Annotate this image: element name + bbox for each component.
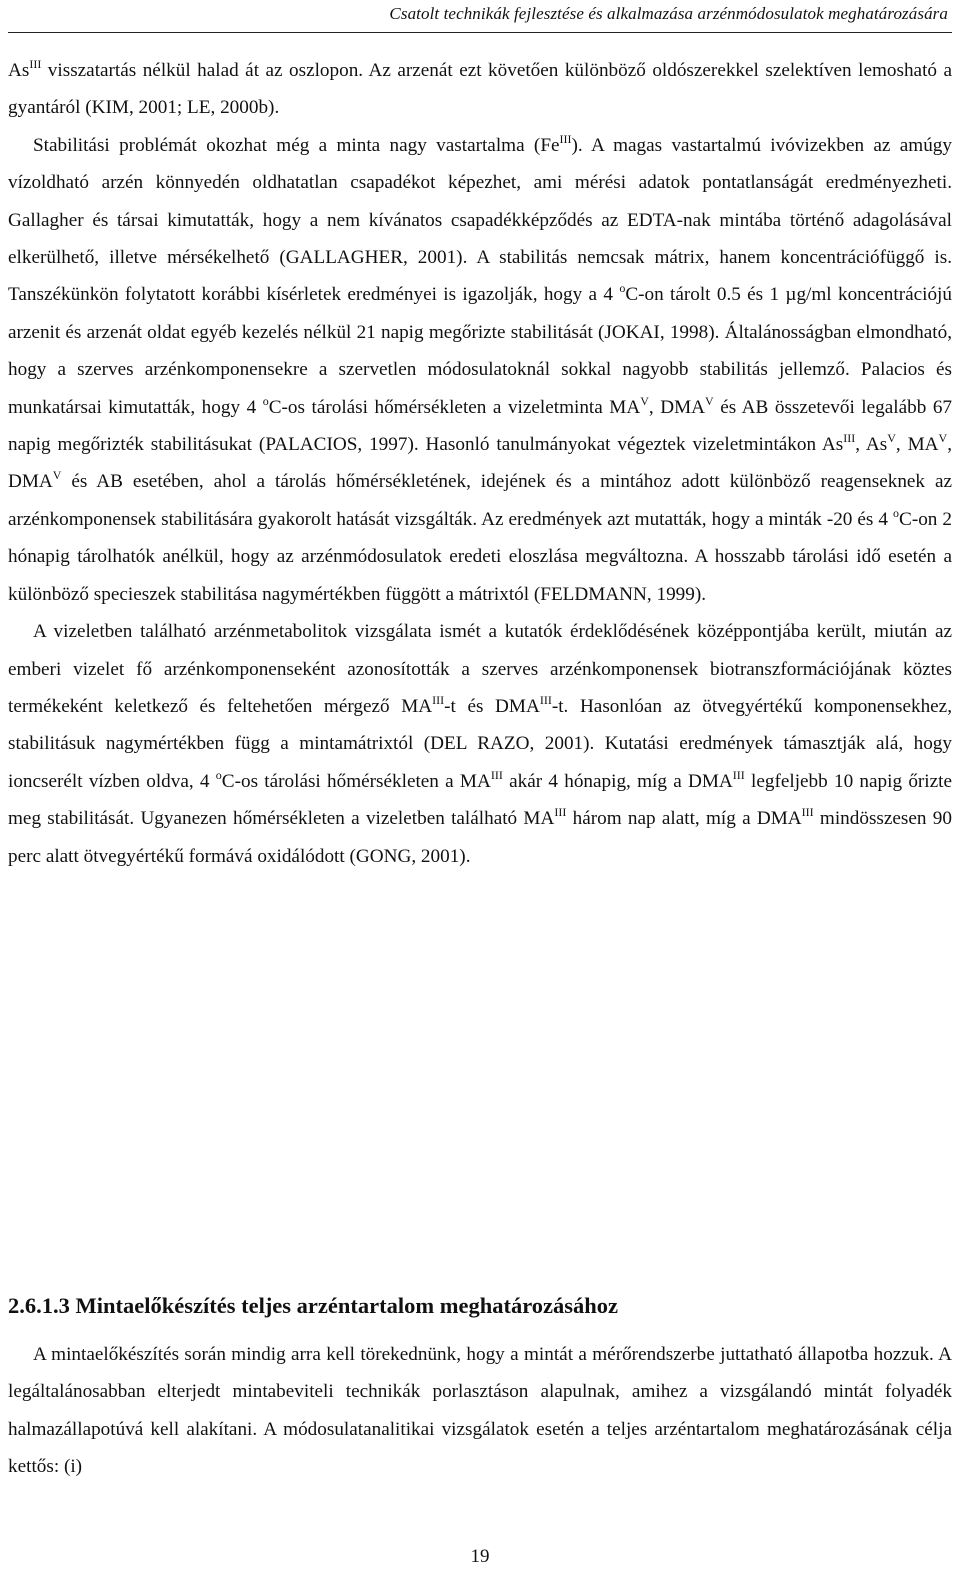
- header-divider: [8, 32, 952, 33]
- running-header: Csatolt technikák fejlesztése és alkalmazása arzénmódosulatok meghatározására: [389, 4, 948, 23]
- paragraph-stability: $As^{III}$ visszatartás nélkül halad át az oszlopon. Az arzenát ezt követően különböző oldószerekkel szelektíven lemosható a gyantáról (KIM, 2001; LE, 2000b).: [8, 57, 952, 119]
- body-text: [8, 52, 952, 875]
- paragraph-urine-metabolites: A vizeletben található arzénmetabolitok vizsgálata ismét a kutatók érdeklődésének középpontjába került, miután az emberi vizelet fő arzénkomponenseként azonosították a szerves arzénkomponensek biotranszformációjának köztes termékeként keletkező és feltehetően mérgező $MA^{III}-t$ és $DMA^{III}-t$. Hasonlóan az ötvegyértékű komponensekhez, stabilitásuk nagymértékben függ a mintamátrixtól (DEL RAZO, 2001). Kutatási eredmények támasztják alá, hogy ioncserélt vízben oldva, 4 $^o$C-os tárolási hőmérsékleten a $MA^{III}$ akár 4 hónapig, míg a $DMA^{III}$ legfeljebb 10 napig őrizte meg stabilitását. Ugyanezen hőmérsékleten a vizeletben található $MA^{III}$ három nap alatt, míg a $DMA^{III}$ mindösszesen 90 perc alatt ötvegyértékű formává oxidálódott (GONG, 2001).: [8, 621, 952, 867]
- paragraph-stability-continued: Stabilitási problémát okozhat még a minta nagy vastartalma $(Fe^{III})$. A magas vastartalmú ivóvizekben az amúgy vízoldható arzén könnyedén oldhatatlan csapadékot képezhet, ami mérési adatok pontatlanságát eredményezheti. Gallagher és társai kimutatták, hogy a nem kívánatos csapadékképződés az EDTA-nak mintába történő adagolásával elkerülhető, illetve mérsékelhető (GALLAGHER, 2001). A stabilitás nemcsak mátrix, hanem koncentrációfüggő is. Tanszékünkön folytatott korábbi kísérletek eredményei is igazolják, hogy a 4 $^o$C-on tárolt 0.5 és 1 µg/ml koncentrációjú arzenit és arzenát oldat egyéb kezelés nélkül 21 napig megőrizte stabilitását (JOKAI, 1998). Általánosságban elmondható, hogy a szerves arzénkomponensekre a szervetlen módosulatoknál sokkal nagyobb stabilitás jellemző. Palacios és munkatársai kimutatták, hogy 4 $^o$C-os tárolási hőmérsékleten a vizeletminta $MA^V$, $DMA^V$ és AB összetevői legalább 67 napig megőrizték stabilitásukat (PALACIOS, 1997). Hasonló tanulmányokat végeztek vizeletmintákon $As^{III}$, $As^V$, $MA^V$, $DMA^V$ és AB esetében, ahol a tárolás hőmérsékletének, idejének és a mintához adott különböző reagenseknek az arzénkomponensek stabilitására gyakorolt hatását vizsgálták. Az eredmények azt mutatták, hogy a minták -20 és 4 $^o$C-on 2 hónapig tárolhatók anélkül, hogy az arzénmódosulatok eredeti eloszlása megváltozna. A hosszabb tárolási idő esetén a különböző specieszek stabilitása nagymértékben függött a mátrixtól (FELDMANN, 1999).: [8, 131, 953, 605]
- page-number: 19: [470, 1546, 490, 1567]
- section-heading: 2.6.1.3 Mintaelőkészítés teljes arzéntartalom meghatározásához: [8, 1293, 619, 1318]
- paragraph-sample-preparation: A mintaelőkészítés során mindig arra kell törekednünk, hogy a mintát a mérőrendszerbe juttatható állapotba hozzuk. A legáltalánosabban elterjedt mintabeviteli technikák porlasztáson alapulnak, amihez a vizsgálandó mintát folyadék halmazállapotúvá kell alakítani. A módosulatanalitikai vizsgálatok esetén a teljes arzéntartalom meghatározásának célja kettős: (i): [8, 1344, 952, 1478]
- section-body: [8, 1336, 952, 1486]
